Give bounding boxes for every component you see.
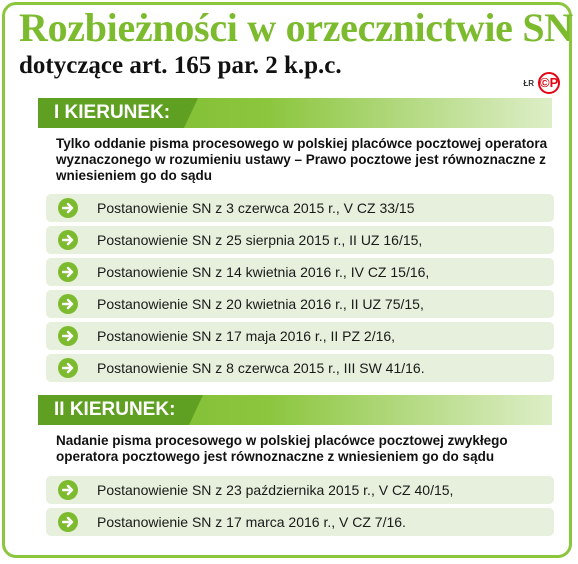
- ruling-text: Postanowienie SN z 17 marca 2016 r., V CZ 7/16.: [97, 514, 406, 530]
- ruling-text: Postanowienie SN z 20 kwietnia 2016 r., II UZ 75/15,: [97, 296, 424, 312]
- arrow-right-circle-icon: [58, 512, 78, 532]
- arrow-right-circle-icon: [58, 198, 78, 218]
- ruling-text: Postanowienie SN z 17 maja 2016 r., II PZ 2/16,: [97, 328, 396, 344]
- arrow-right-circle-icon: [58, 230, 78, 250]
- section-1-heading: I KIERUNEK:: [38, 98, 184, 128]
- ruling-item: [46, 508, 554, 536]
- publisher-logo: ©P: [538, 72, 560, 94]
- ruling-item: [46, 194, 554, 222]
- ruling-text: Postanowienie SN z 23 października 2015 r., V CZ 40/15,: [97, 482, 454, 498]
- arrow-right-circle-icon: [58, 294, 78, 314]
- arrow-right-circle-icon: [58, 262, 78, 282]
- ruling-item: [46, 290, 554, 318]
- ruling-text: Postanowienie SN z 8 czerwca 2015 r., III SW 41/16.: [97, 360, 425, 376]
- author-credit: [523, 72, 560, 94]
- author-initials: ŁR: [523, 78, 534, 88]
- ruling-text: Postanowienie SN z 3 czerwca 2015 r., V CZ 33/15: [97, 200, 415, 216]
- ruling-text: Postanowienie SN z 25 sierpnia 2015 r., II UZ 16/15,: [97, 232, 423, 248]
- ruling-item: [46, 354, 554, 382]
- infographic-subtitle: dotyczące art. 165 par. 2 k.p.c.: [19, 52, 342, 79]
- ruling-item: [46, 476, 554, 504]
- infographic-title: Rozbieżności w orzecznictwie SN: [19, 5, 573, 50]
- arrow-right-circle-icon: [58, 326, 78, 346]
- section-2-heading: II KIERUNEK:: [38, 395, 189, 425]
- ruling-text: Postanowienie SN z 14 kwietnia 2016 r., IV CZ 15/16,: [97, 264, 430, 280]
- section-2-description: Nadanie pisma procesowego w polskiej placówce pocztowej zwykłego operatora pocztowego jest równoznaczne z wniesieniem go do sądu: [56, 433, 508, 464]
- section-1-description: Tylko oddanie pisma procesowego w polskiej placówce pocztowej operatora wyznaczonego w rozumieniu ustawy – Prawo pocztowe jest równoznaczne z wniesieniem go do sądu: [56, 136, 548, 183]
- ruling-item: [46, 258, 554, 286]
- arrow-right-circle-icon: [58, 480, 78, 500]
- section-1-header: [38, 98, 552, 128]
- arrow-right-circle-icon: [58, 358, 78, 378]
- ruling-item: [46, 322, 554, 350]
- section-2-header: [38, 395, 552, 425]
- ruling-item: [46, 226, 554, 254]
